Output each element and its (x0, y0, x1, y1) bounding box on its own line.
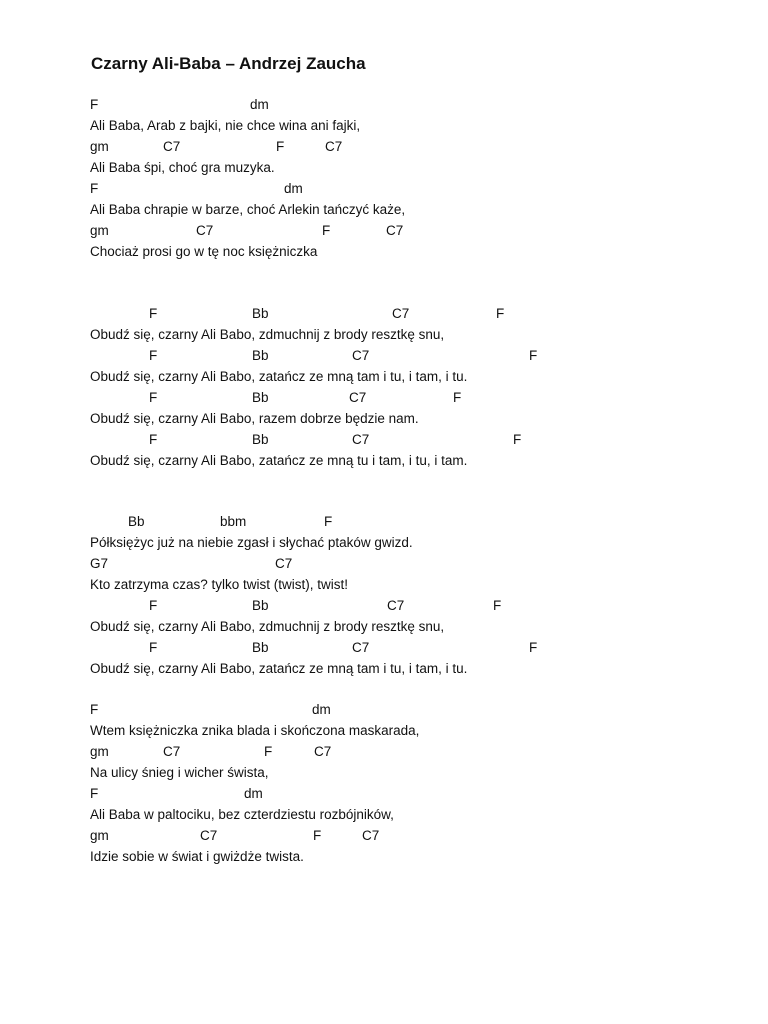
chord-line (0, 97, 768, 116)
chord: F (149, 640, 158, 655)
chord: C7 (362, 828, 380, 843)
chord-line (0, 139, 768, 158)
chord: gm (90, 744, 109, 759)
chord: C7 (200, 828, 218, 843)
lyric-line: Ali Baba, Arab z bajki, nie chce wina ani fajki, (90, 118, 361, 133)
chord-line (0, 223, 768, 242)
chord: F (529, 640, 538, 655)
chord: Bb (252, 432, 269, 447)
lyric-line: Kto zatrzyma czas? tylko twist (twist), twist! (90, 577, 349, 592)
chord: C7 (325, 139, 343, 154)
chord: F (493, 598, 502, 613)
chord-line (0, 390, 768, 409)
chord: F (496, 306, 505, 321)
chord: Bb (252, 598, 269, 613)
chord: F (149, 306, 158, 321)
chord: gm (90, 223, 109, 238)
chord-line (0, 640, 768, 659)
lyric-line: Ali Baba w paltociku, bez czterdziestu rozbójników, (90, 807, 394, 822)
chord-line (0, 556, 768, 575)
lyric-line: Wtem księżniczka znika blada i skończona maskarada, (90, 723, 420, 738)
chord-line (0, 828, 768, 847)
chord: C7 (196, 223, 214, 238)
chord: C7 (349, 390, 367, 405)
lyric-line: Ali Baba chrapie w barze, choć Arlekin tańczyć każe, (90, 202, 406, 217)
lyric-line: Obudź się, czarny Ali Babo, zdmuchnij z brody resztkę snu, (90, 619, 445, 634)
chord: F (149, 390, 158, 405)
chord: C7 (314, 744, 332, 759)
chord: Bb (128, 514, 145, 529)
chord-line (0, 744, 768, 763)
chord: dm (284, 181, 303, 196)
chord: gm (90, 139, 109, 154)
lyric-line: Obudź się, czarny Ali Babo, zatańcz ze mną tam i tu, i tam, i tu. (90, 661, 468, 676)
chord: dm (312, 702, 331, 717)
chord: G7 (90, 556, 109, 571)
chord: dm (250, 97, 269, 112)
chord: Bb (252, 348, 269, 363)
chord: F (90, 181, 99, 196)
lyric-line: Obudź się, czarny Ali Babo, zatańcz ze mną tam i tu, i tam, i tu. (90, 369, 468, 384)
lyric-line: Chociaż prosi go w tę noc księżniczka (90, 244, 318, 259)
chord: C7 (352, 640, 370, 655)
chord-line (0, 432, 768, 451)
chord-line (0, 514, 768, 533)
song-title: Czarny Ali-Baba – Andrzej Zaucha (91, 54, 366, 73)
chord: C7 (352, 348, 370, 363)
chord-line (0, 306, 768, 325)
chord: F (529, 348, 538, 363)
chord: Bb (252, 390, 269, 405)
chord: F (276, 139, 285, 154)
chord: C7 (387, 598, 405, 613)
lyric-line: Półksiężyc już na niebie zgasł i słychać ptaków gwizd. (90, 535, 413, 550)
chord: Bb (252, 306, 269, 321)
chord: F (149, 432, 158, 447)
chord: dm (244, 786, 263, 801)
lyric-line: Obudź się, czarny Ali Babo, razem dobrze będzie nam. (90, 411, 419, 426)
chord: C7 (163, 139, 181, 154)
chord: F (90, 702, 99, 717)
chord: C7 (352, 432, 370, 447)
lyric-line: Idzie sobie w świat i gwiżdże twista. (90, 849, 304, 864)
chord: bbm (220, 514, 247, 529)
chord-line (0, 598, 768, 617)
chord: F (149, 348, 158, 363)
chord: C7 (275, 556, 293, 571)
chord: C7 (163, 744, 181, 759)
chord-line (0, 348, 768, 367)
chord: F (149, 598, 158, 613)
chord: F (453, 390, 462, 405)
chord: gm (90, 828, 109, 843)
chord-line (0, 702, 768, 721)
chord-line (0, 181, 768, 200)
lyric-line: Ali Baba śpi, choć gra muzyka. (90, 160, 275, 175)
lyric-line: Obudź się, czarny Ali Babo, zdmuchnij z brody resztkę snu, (90, 327, 445, 342)
chord: F (322, 223, 331, 238)
lyric-line: Na ulicy śnieg i wicher śwista, (90, 765, 269, 780)
chord: F (90, 786, 99, 801)
chord: Bb (252, 640, 269, 655)
chord: F (513, 432, 522, 447)
chord-line (0, 786, 768, 805)
chord: F (313, 828, 322, 843)
chord: F (264, 744, 273, 759)
chord: F (324, 514, 333, 529)
chord: F (90, 97, 99, 112)
chord: C7 (386, 223, 404, 238)
lyric-line: Obudź się, czarny Ali Babo, zatańcz ze mną tu i tam, i tu, i tam. (90, 453, 468, 468)
chord: C7 (392, 306, 410, 321)
